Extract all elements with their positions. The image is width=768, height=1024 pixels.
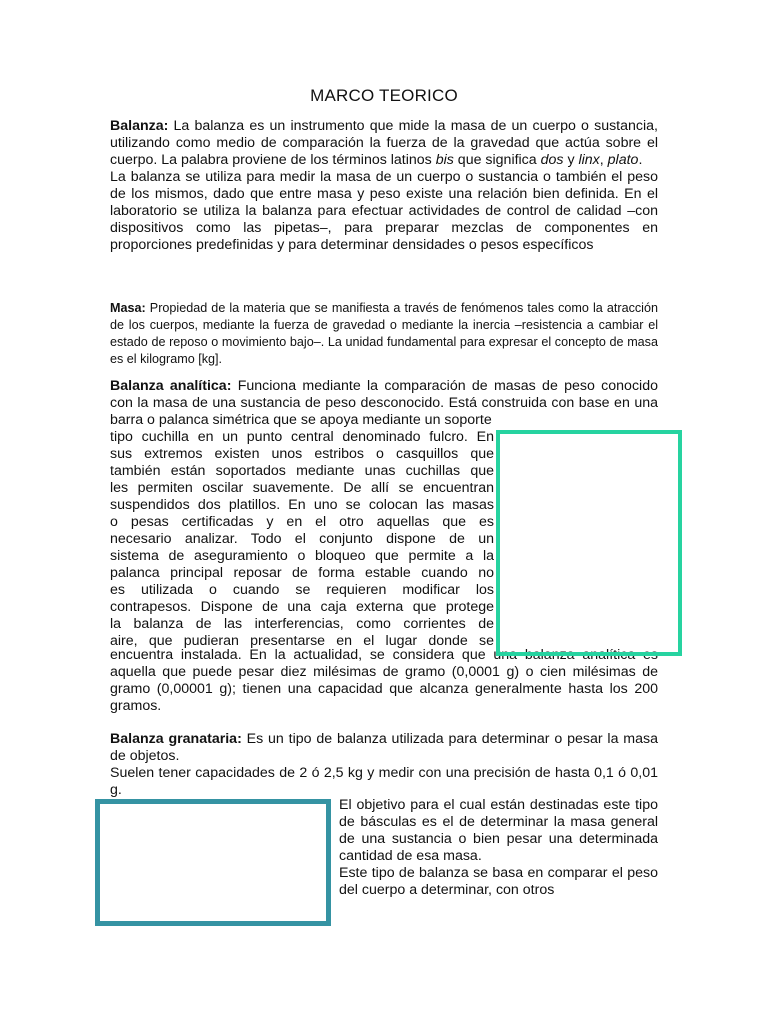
- masa-term: Masa:: [110, 301, 146, 315]
- balanza-text-a: La balanza es un instrumento que mide la masa de un cuerpo o sustancia, utilizando como medio de comparación la fuerza de la gravedad que actúa sobre el cuerpo. La palabra proviene de los términos latinos: [110, 118, 658, 168]
- masa-section: [110, 300, 658, 368]
- image-placeholder-granataria-balance: [95, 799, 331, 926]
- balanza-paragraph-1: [110, 118, 658, 169]
- analitica-narrow-column: [110, 429, 494, 650]
- analitica-term: Balanza analítica:: [110, 378, 232, 394]
- analitica-intro-text: Funciona mediante la comparación de masas de peso conocido con la masa de una sustancia de peso desconocido. Está construida con base en una barra o palanca simétrica que se apoya mediante un soporte: [110, 378, 658, 428]
- word-dos: dos: [540, 152, 564, 168]
- balanza-paragraph-2: La balanza se utiliza para medir la masa de un cuerpo o sustancia o también el peso de los mismos, dado que entre masa y peso existe una relación bien definida. En el laboratorio se utiliza la balanza para efectuar actividades de control de calidad –con dispositivos como las pipetas–, para preparar mezclas de componentes en proporciones predefinidas y para determinar densidades o pesos específicos: [110, 169, 658, 253]
- granataria-term: Balanza granataria:: [110, 731, 242, 747]
- analitica-section: [110, 378, 658, 429]
- analitica-narrow-line: es utilizada o cuando se requieren modificar los: [110, 582, 494, 598]
- analitica-narrow-line: aire, que pudieran presentarse en el lugar donde se: [110, 633, 494, 649]
- analitica-narrow-line: les permiten oscilar suavemente. De allí se encuentran: [110, 480, 494, 496]
- analitica-narrow-line: la balanza de las interferencias, como corrientes de: [110, 616, 494, 632]
- page-title: MARCO TEORICO: [310, 86, 458, 105]
- image-placeholder-analytical-balance: [496, 430, 682, 656]
- analitica-narrow-line: contrapesos. Dispone de una caja externa que protege: [110, 599, 494, 615]
- analitica-narrow-line: tipo cuchilla en un punto central denominado fulcro. En: [110, 429, 494, 445]
- granataria-text-1: Es un tipo de balanza utilizada para determinar o pesar la masa de objetos.: [110, 731, 658, 764]
- granataria-right-paragraph-1: El objetivo para el cual están destinadas este tipo de básculas es el de determinar la masa general de una sustancia o bien pesar una determinada cantidad de esa masa.: [339, 797, 658, 864]
- analitica-narrow-line: necesario analizar. Todo el conjunto dispone de un: [110, 531, 494, 547]
- granataria-section: [110, 731, 658, 799]
- granataria-right-column: [339, 797, 658, 899]
- masa-paragraph: [110, 300, 658, 368]
- balanza-text-d: ,: [599, 152, 608, 168]
- balanza-term: Balanza:: [110, 118, 169, 134]
- balanza-text-c: y: [563, 152, 579, 168]
- balanza-section: [110, 118, 658, 254]
- analitica-intro: [110, 378, 658, 429]
- analitica-tail: encuentra instalada. En la actualidad, se considera que una balanza analítica es aquella que puede pesar diez milésimas de gramo (0,0001 g) o cien milésimas de gramo (0,00001 g); tienen una capacidad que alcanza generalmente hasta los 200 gramos.: [110, 647, 658, 714]
- granataria-paragraph-2: Suelen tener capacidades de 2 ó 2,5 kg y medir con una precisión de hasta 0,1 ó 0,01 g.: [110, 765, 658, 798]
- granataria-paragraph-1: [110, 731, 658, 765]
- balanza-text-b: que significa: [453, 152, 541, 168]
- analitica-narrow-line: también están soportados mediante unas cuchillas que: [110, 463, 494, 479]
- latin-linx: linx: [578, 152, 600, 168]
- analitica-narrow-line: suspendidos dos platillos. En uno se colocan las masas: [110, 497, 494, 513]
- analitica-narrow-line: sus extremos existen unos estribos o casquillos que: [110, 446, 494, 462]
- latin-bis: bis: [435, 152, 454, 168]
- analitica-narrow-line: sistema de aseguramiento o bloqueo que permite a la: [110, 548, 494, 564]
- granataria-right-paragraph-2: Este tipo de balanza se basa en comparar el peso del cuerpo a determinar, con otros: [339, 865, 658, 898]
- word-plato: plato: [607, 152, 639, 168]
- analitica-narrow-line: o pesas certificadas y en el otro aquellas que es: [110, 514, 494, 530]
- analitica-narrow-line: palanca principal reposar de forma estable cuando no: [110, 565, 494, 581]
- masa-text: Propiedad de la materia que se manifiesta a través de fenómenos tales como la atracción de los cuerpos, mediante la fuerza de gravedad o mediante la inercia –resistencia a cambiar el estado de reposo o movimiento bajo–. La unidad fundamental para expresar el concepto de masa es el kilogramo [kg].: [110, 301, 658, 366]
- balanza-text-e: .: [638, 152, 643, 168]
